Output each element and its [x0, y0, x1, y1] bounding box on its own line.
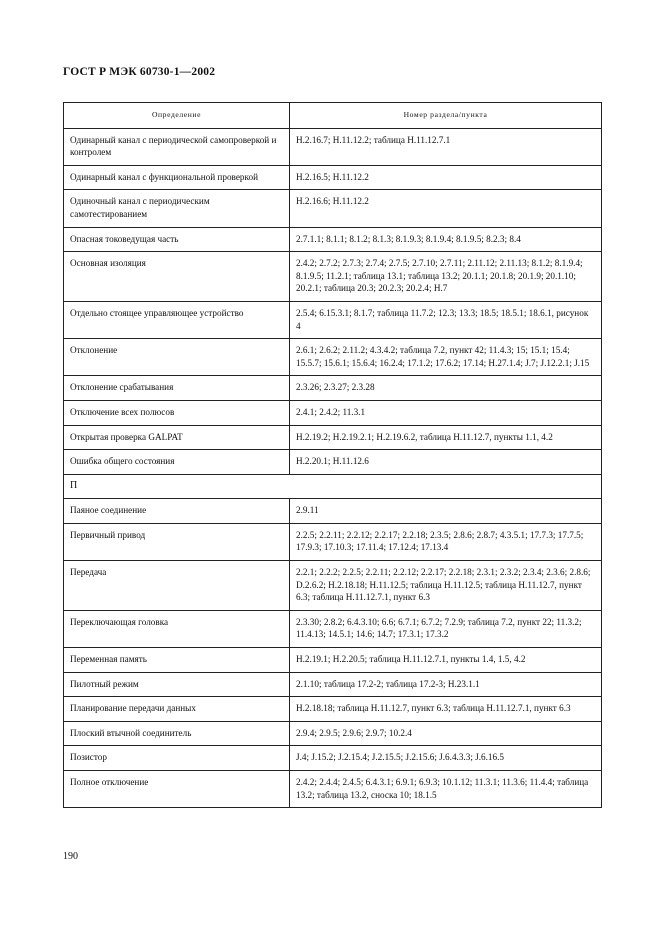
- section-letter-row: [64, 474, 602, 499]
- term-cell: Передача: [64, 561, 290, 611]
- refs-cell: 2.4.2; 2.4.4; 2.4.5; 6.4.3.1; 6.9.1; 6.9.3; 10.1.12; 11.3.1; 11.3.6; 11.4.4; таблица 13.2; таблица 13.2, сноска 10; 18.1.5: [290, 771, 602, 808]
- term-cell: Переключающая головка: [64, 610, 290, 647]
- term-cell: Планирование передачи данных: [64, 697, 290, 722]
- table-row: [64, 721, 602, 746]
- table-body: [64, 128, 602, 808]
- table-row: [64, 771, 602, 808]
- term-cell: Одиночный канал с периодическим самотестированием: [64, 190, 290, 227]
- term-cell: Одинарный канал с периодической самопроверкой и контролем: [64, 128, 290, 165]
- table-row: [64, 376, 602, 401]
- refs-cell: J.4; J.15.2; J.2.15.4; J.2.15.5; J.2.15.6; J.6.4.3.3; J.6.16.5: [290, 746, 602, 771]
- table-row: [64, 165, 602, 190]
- table-row: [64, 746, 602, 771]
- term-cell: Одинарный канал с функциональной проверкой: [64, 165, 290, 190]
- table-row: [64, 697, 602, 722]
- refs-cell: 2.6.1; 2.6.2; 2.11.2; 4.3.4.2; таблица 7.2, пункт 42; 11.4.3; 15; 15.1; 15.4; 15.5.7; 15.6.1; 15.6.4; 16.2.4; 17.1.2; 17.6.2; 17.14; H.27.1.4; J.7; J.12.2.1; J.15: [290, 339, 602, 376]
- table-header-row: [64, 103, 602, 129]
- refs-cell: H.2.19.2; H.2.19.2.1; H.2.19.6.2, таблица H.11.12.7, пункты 1.1, 4.2: [290, 425, 602, 450]
- refs-cell: 2.3.26; 2.3.27; 2.3.28: [290, 376, 602, 401]
- refs-cell: H.2.16.6; H.11.12.2: [290, 190, 602, 227]
- refs-cell: H.2.19.1; H.2.20.5; таблица H.11.12.7.1, пункты 1.4, 1.5, 4.2: [290, 648, 602, 673]
- table-row: [64, 648, 602, 673]
- term-cell: Паяное соединение: [64, 499, 290, 524]
- term-cell: Отклонение: [64, 339, 290, 376]
- term-cell: Открытая проверка GALPAT: [64, 425, 290, 450]
- table-row: [64, 339, 602, 376]
- refs-cell: 2.7.1.1; 8.1.1; 8.1.2; 8.1.3; 8.1.9.3; 8.1.9.4; 8.1.9.5; 8.2.3; 8.4: [290, 227, 602, 252]
- term-cell: Отключение всех полюсов: [64, 400, 290, 425]
- term-cell: Основная изоляция: [64, 252, 290, 302]
- section-letter: П: [64, 474, 602, 499]
- refs-cell: 2.1.10; таблица 17.2-2; таблица 17.2-3; H.23.1.1: [290, 672, 602, 697]
- refs-cell: H.2.20.1; H.11.12.6: [290, 450, 602, 475]
- refs-cell: 2.4.1; 2.4.2; 11.3.1: [290, 400, 602, 425]
- refs-cell: 2.4.2; 2.7.2; 2.7.3; 2.7.4; 2.7.5; 2.7.10; 2.7.11; 2.11.12; 2.11.13; 8.1.2; 8.1.9.4; 8.1.9.5; 11.2.1; таблица 13.1; таблица 13.2; 20.1.1; 20.1.8; 20.1.9; 20.1.10; 20.2.1; таблица 20.3; 20.2.3; 20.2.4; H.7: [290, 252, 602, 302]
- refs-cell: 2.5.4; 6.15.3.1; 8.1.7; таблица 11.7.2; 12.3; 13.3; 18.5; 18.5.1; 18.6.1, рисунок 4: [290, 301, 602, 338]
- table-row: [64, 499, 602, 524]
- table-row: [64, 190, 602, 227]
- table-row: [64, 128, 602, 165]
- refs-cell: H.2.18.18; таблица H.11.12.7, пункт 6.3; таблица H.11.12.7.1, пункт 6.3: [290, 697, 602, 722]
- table-row: [64, 400, 602, 425]
- document-title: ГОСТ Р МЭК 60730-1—2002: [63, 66, 216, 78]
- term-cell: Позистор: [64, 746, 290, 771]
- page-number: 190: [63, 851, 78, 862]
- table-row: [64, 425, 602, 450]
- term-cell: Переменная память: [64, 648, 290, 673]
- table-row: [64, 610, 602, 647]
- term-cell: Пилотный режим: [64, 672, 290, 697]
- table-row: [64, 450, 602, 475]
- term-cell: Первичный привод: [64, 523, 290, 560]
- refs-cell: 2.9.11: [290, 499, 602, 524]
- refs-cell: 2.2.5; 2.2.11; 2.2.12; 2.2.17; 2.2.18; 2.3.5; 2.8.6; 2.8.7; 4.3.5.1; 17.7.3; 17.7.5; 17.9.3; 17.10.3; 17.11.4; 17.12.4; 17.13.4: [290, 523, 602, 560]
- column-header-definition: Определение: [64, 103, 290, 129]
- table-row: [64, 301, 602, 338]
- term-cell: Опасная токоведущая часть: [64, 227, 290, 252]
- table-row: [64, 672, 602, 697]
- column-header-section-number: Номер раздела/пункта: [290, 103, 602, 129]
- table-row: [64, 227, 602, 252]
- refs-cell: H.2.16.5; H.11.12.2: [290, 165, 602, 190]
- term-cell: Отдельно стоящее управляющее устройство: [64, 301, 290, 338]
- refs-cell: H.2.16.7; H.11.12.2; таблица H.11.12.7.1: [290, 128, 602, 165]
- refs-cell: 2.2.1; 2.2.2; 2.2.5; 2.2.11; 2.2.12; 2.2.17; 2.2.18; 2.3.1; 2.3.2; 2.3.4; 2.3.6; 2.8.6; D.2.6.2; H.2.18.18; H.11.12.5; таблица H.11.12.5; таблица H.11.12.7, пункт 6.3; таблица H.11.12.7.1, пункт 6.3: [290, 561, 602, 611]
- refs-cell: 2.3.30; 2.8.2; 6.4.3.10; 6.6; 6.7.1; 6.7.2; 7.2.9; таблица 7.2, пункт 22; 11.3.2; 11.4.13; 14.5.1; 14.6; 14.7; 17.3.1; 17.3.2: [290, 610, 602, 647]
- table-row: [64, 523, 602, 560]
- term-cell: Ошибка общего состояния: [64, 450, 290, 475]
- table-row: [64, 561, 602, 611]
- refs-cell: 2.9.4; 2.9.5; 2.9.6; 2.9.7; 10.2.4: [290, 721, 602, 746]
- term-cell: Отклонение срабатывания: [64, 376, 290, 401]
- table-row: [64, 252, 602, 302]
- term-cell: Полное отключение: [64, 771, 290, 808]
- term-cell: Плоский втычной соединитель: [64, 721, 290, 746]
- index-table: [63, 102, 602, 808]
